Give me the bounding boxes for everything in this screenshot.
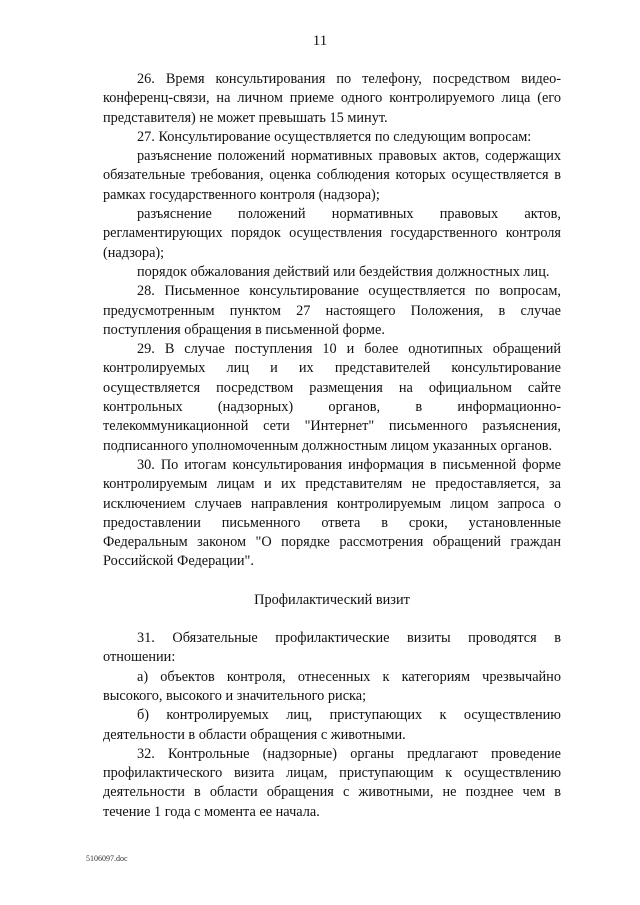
document-body (103, 70, 561, 822)
footer-filename: 5106097.doc (86, 854, 128, 863)
paragraph-26: 26. Время консультирования по телефону, посредством видео-конференц-связи, на личном приеме одного контролируемого лица (его представителя) не может превышать 15 минут. (103, 71, 561, 126)
page-number: 11 (312, 33, 328, 49)
paragraph-27-item-2: разъяснение положений нормативных правовых актов, регламентирующих порядок осуществления государственного контроля (надзора); (103, 206, 561, 261)
paragraph-32: 32. Контрольные (надзорные) органы предлагают проведение профилактического визита лицам, приступающим к осуществлению деятельности в области обращения с животными, не позднее чем в течение 1 года с момента ее начала. (103, 745, 561, 820)
paragraph-27-item-1: разъяснение положений нормативных правовых актов, содержащих обязательные требования, оценка соблюдения которых осуществляется в рамках государственного контроля (надзора); (103, 148, 561, 203)
paragraph-31: 31. Обязательные профилактические визиты проводятся в отношении: (103, 630, 561, 666)
paragraph-27: 27. Консультирование осуществляется по следующим вопросам: (137, 128, 532, 145)
paragraph-27-item-3: порядок обжалования действий или бездействия должностных лиц. (137, 263, 550, 280)
paragraph-30: 30. По итогам консультирования информация в письменной форме контролируемым лицам и их представителям не предоставляется, за исключением случаев направления контролируемым лицом запроса о предоставлении письменного ответа в сроки, установленные Федеральным законом "О порядке рассмотрения обращений граждан Российской Федерации". (103, 456, 561, 570)
paragraph-29: 29. В случае поступления 10 и более однотипных обращений контролируемых лиц и их представителей консультирование осуществляется посредством размещения на официальном сайте контрольных (надзорных) органов, в информационно-телекоммуникационной сети "Интернет" письменного разъяснения, подписанного уполномоченным должностным лицом указанных органов. (103, 341, 561, 454)
paragraph-31-item-b: б) контролируемых лиц, приступающих к осуществлению деятельности в области обращения с животными. (103, 707, 561, 743)
paragraph-28: 28. Письменное консультирование осуществляется по вопросам, предусмотренным пунктом 27 настоящего Положения, в случае поступления обращения в письменной форме. (103, 283, 561, 338)
paragraph-31-item-a: а) объектов контроля, отнесенных к категориям чрезвычайно высокого, высокого и значительного риска; (103, 668, 561, 704)
section-heading: Профилактический визит (254, 591, 410, 608)
